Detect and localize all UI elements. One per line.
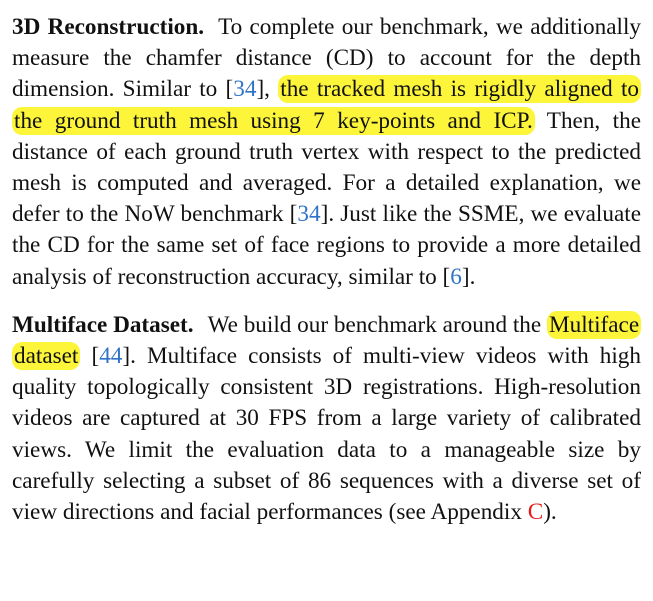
body-text: ]. Multiface consists of multi-view videos with high quality topologically consistent 3D registrations. High-resolution videos are captured at 30 FPS from a large variety of calibrated views. We limit the evaluation data to a manageable size by carefully selecting a subset of 86 sequences with a diverse set of view directions and facial performances (see Appendix [12, 343, 641, 526]
citation-link[interactable]: 6 [450, 263, 462, 290]
citation-link[interactable]: 44 [99, 343, 123, 370]
body-text: ]. Just like the SSME, we evaluate the CD for the same set of face regions to provide a more detailed analysis of reconstruction accuracy, similar to [ [12, 201, 641, 290]
body-text: ). [543, 499, 557, 526]
paragraph-multiface-dataset [12, 310, 641, 528]
body-text: ]. [461, 263, 476, 290]
appendix-link[interactable]: C [527, 499, 544, 526]
paragraph-3d-reconstruction [12, 12, 641, 293]
body-text: ], [256, 76, 279, 103]
body-text: We build our benchmark around the [207, 311, 547, 338]
paragraph-heading: Multiface Dataset. [12, 311, 194, 338]
citation-link[interactable]: 34 [297, 201, 321, 228]
body-text: [ [80, 343, 100, 370]
paragraph-heading: 3D Reconstruction. [12, 14, 205, 40]
highlighted-text: Multiface dataset [14, 311, 640, 370]
document-page [12, 12, 641, 528]
body-text: To complete our benchmark, we additionally measure the chamfer distance (CD) to account for the depth dimension. Similar to [ [12, 14, 641, 103]
highlighted-text: the tracked mesh is rigidly aligned to the ground truth mesh using 7 key-points and ICP. [14, 76, 639, 134]
citation-link[interactable]: 34 [233, 76, 257, 103]
body-text: Then, the distance of each ground truth vertex with respect to the predicted mesh is computed and averaged. For a detailed explanation, we defer to the NoW benchmark [ [12, 107, 641, 228]
